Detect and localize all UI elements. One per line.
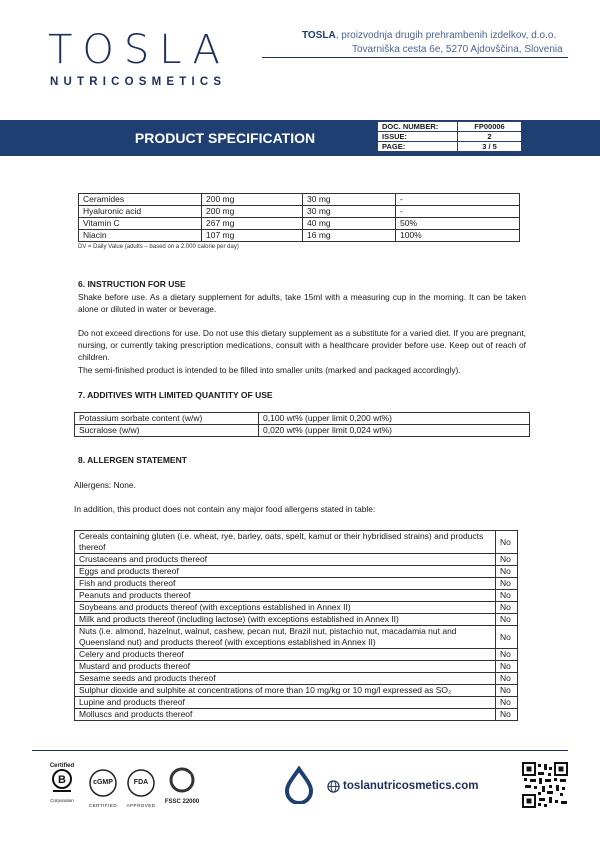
table-row <box>75 531 518 554</box>
svg-text:B: B <box>58 774 66 786</box>
company-name-bold: TOSLA <box>302 30 336 41</box>
company-address: Tovarniška cesta 6e, 5270 Ajdovščina, Slovenia <box>352 44 563 55</box>
company-logo: TOSLA <box>48 27 230 73</box>
fssc-logo-icon <box>168 766 196 794</box>
bcorp-icon <box>51 769 73 793</box>
allergen-presence: No <box>496 661 518 673</box>
section-6-paragraph-1: Shake before use. As a dietary supplement for adults, take 15ml with a measuring cup in the morning. It can be taken alone or diluted in water or beverage. <box>78 292 526 314</box>
table-row <box>75 649 518 661</box>
doc-row <box>378 142 522 152</box>
company-name <box>302 30 556 41</box>
table-row <box>75 685 518 697</box>
allergen-presence: No <box>496 566 518 578</box>
table-cell: 50% <box>396 218 520 230</box>
allergen-presence: No <box>496 673 518 685</box>
fssc-label: FSSC 22000 <box>164 799 200 805</box>
allergen-name: Milk and products thereof (including lactose) (with exceptions established in Annex II) <box>75 614 496 626</box>
doc-key: ISSUE: <box>378 132 458 142</box>
table-cell: Hyaluronic acid <box>79 206 202 218</box>
section-6-heading: 6. INSTRUCTION FOR USE <box>78 279 186 289</box>
bcorp-top-label: Certified <box>49 763 75 769</box>
allergen-presence: No <box>496 709 518 721</box>
table-cell: Vitamin C <box>79 218 202 230</box>
fda-sub-label: APPROVED <box>126 803 156 808</box>
nutrition-table <box>78 193 520 242</box>
allergen-presence: No <box>496 614 518 626</box>
allergens-statement: Allergens: None. <box>74 480 136 490</box>
table-row <box>79 206 520 218</box>
section-6-paragraph-3: The semi-finished product is intended to be filled into smaller units (marked and packaged accordingly). <box>78 365 461 375</box>
allergens-intro: In addition, this product does not contain any major food allergens stated in table: <box>74 504 376 514</box>
table-cell: 100% <box>396 230 520 242</box>
fda-badge <box>124 768 158 808</box>
table-cell: Potassium sorbate content (w/w) <box>75 413 259 425</box>
allergen-table <box>74 530 518 721</box>
table-row <box>75 697 518 709</box>
allergen-name: Nuts (i.e. almond, hazelnut, walnut, cashew, pecan nut, Brazil nut, pistachio nut, macadamia nut and Queensland nut) and products thereof (with exceptions established in Annex II) <box>75 626 496 649</box>
allergen-presence: No <box>496 590 518 602</box>
table-cell: 0,020 wt% (upper limit 0,024 wt%) <box>259 425 530 437</box>
header-divider <box>262 57 568 58</box>
allergen-presence: No <box>496 602 518 614</box>
cgmp-badge <box>86 768 120 808</box>
website-link[interactable]: toslanutricosmetics.com <box>343 780 479 792</box>
allergen-name: Peanuts and products thereof <box>75 590 496 602</box>
allergen-name: Cereals containing gluten (i.e. wheat, rye, barley, oats, spelt, kamut or their hybridised strains) and products thereof <box>75 531 496 554</box>
table-cell: - <box>396 194 520 206</box>
table-row <box>75 425 530 437</box>
section-6-paragraph-2: Do not exceed directions for use. Do not use this dietary supplement as a substitute for a varied diet. If you are pregnant, nursing, or currently taking prescription medications, consult with a healthcare provider before use. Keep out of reach of children. <box>78 328 526 362</box>
footer-divider <box>32 750 568 751</box>
table-row <box>79 218 520 230</box>
allergen-name: Sulphur dioxide and sulphite at concentrations of more than 10 mg/kg or 10 mg/l expressed as SO₂ <box>75 685 496 697</box>
bcorp-bottom-label: Corporation <box>50 798 74 803</box>
table-cell: - <box>396 206 520 218</box>
table-cell: 30 mg <box>303 206 396 218</box>
allergen-name: Sesame seeds and products thereof <box>75 673 496 685</box>
table-row <box>75 566 518 578</box>
table-row <box>75 626 518 649</box>
allergen-name: Lupine and products thereof <box>75 697 496 709</box>
table-row <box>75 578 518 590</box>
allergen-presence: No <box>496 649 518 661</box>
allergen-name: Eggs and products thereof <box>75 566 496 578</box>
globe-icon <box>327 780 340 793</box>
allergen-presence: No <box>496 697 518 709</box>
allergen-presence: No <box>496 626 518 649</box>
doc-value: 3 / 5 <box>458 142 522 152</box>
company-name-rest: , proizvodnja drugih prehrambenih izdelkov, d.o.o. <box>335 30 557 41</box>
table-cell: Sucralose (w/w) <box>75 425 259 437</box>
fssc-badge <box>160 766 204 805</box>
doc-value: 2 <box>458 132 522 142</box>
allergen-presence: No <box>496 685 518 697</box>
table-row <box>75 554 518 566</box>
cgmp-label: cGMP <box>93 779 113 786</box>
allergen-name: Molluscs and products thereof <box>75 709 496 721</box>
allergen-name: Crustaceans and products thereof <box>75 554 496 566</box>
additives-table <box>74 412 530 437</box>
allergen-name: Soybeans and products thereof (with exceptions established in Annex II) <box>75 602 496 614</box>
table-cell: 40 mg <box>303 218 396 230</box>
table-row <box>75 661 518 673</box>
table-row <box>75 413 530 425</box>
table-cell: 107 mg <box>202 230 303 242</box>
dv-footnote: DV = Daily Value (adults – based on a 2.000 calorie per day) <box>78 244 239 250</box>
bcorp-badge <box>46 763 78 803</box>
table-row <box>79 230 520 242</box>
table-cell: Ceramides <box>79 194 202 206</box>
section-7-heading: 7. ADDITIVES WITH LIMITED QUANTITY OF USE <box>78 390 273 400</box>
table-cell: 200 mg <box>202 206 303 218</box>
allergen-name: Fish and products thereof <box>75 578 496 590</box>
doc-row <box>378 122 522 132</box>
doc-key: DOC. NUMBER: <box>378 122 458 132</box>
table-cell: 200 mg <box>202 194 303 206</box>
table-row <box>75 614 518 626</box>
table-row <box>75 709 518 721</box>
allergen-presence: No <box>496 554 518 566</box>
doc-value: FP00006 <box>458 122 522 132</box>
allergen-name: Mustard and products thereof <box>75 661 496 673</box>
doc-row <box>378 132 522 142</box>
qr-code-icon <box>522 762 568 808</box>
allergen-presence: No <box>496 578 518 590</box>
table-cell: 30 mg <box>303 194 396 206</box>
doc-key: PAGE: <box>378 142 458 152</box>
table-cell: 0,100 wt% (upper limit 0,200 wt%) <box>259 413 530 425</box>
table-row <box>75 590 518 602</box>
table-row <box>75 673 518 685</box>
table-cell: 16 mg <box>303 230 396 242</box>
cgmp-sub-label: CERTIFIED <box>88 803 118 808</box>
table-row <box>75 602 518 614</box>
table-row <box>79 194 520 206</box>
section-8-heading: 8. ALLERGEN STATEMENT <box>78 455 187 465</box>
document-title: PRODUCT SPECIFICATION <box>134 130 316 146</box>
table-cell: Niacin <box>79 230 202 242</box>
logo-subtitle: NUTRICOSMETICS <box>50 76 227 88</box>
tosla-drop-icon <box>283 766 315 804</box>
allergen-presence: No <box>496 531 518 554</box>
fda-label: FDA <box>133 779 149 786</box>
document-info-table <box>377 121 522 152</box>
table-cell: 267 mg <box>202 218 303 230</box>
allergen-name: Celery and products thereof <box>75 649 496 661</box>
